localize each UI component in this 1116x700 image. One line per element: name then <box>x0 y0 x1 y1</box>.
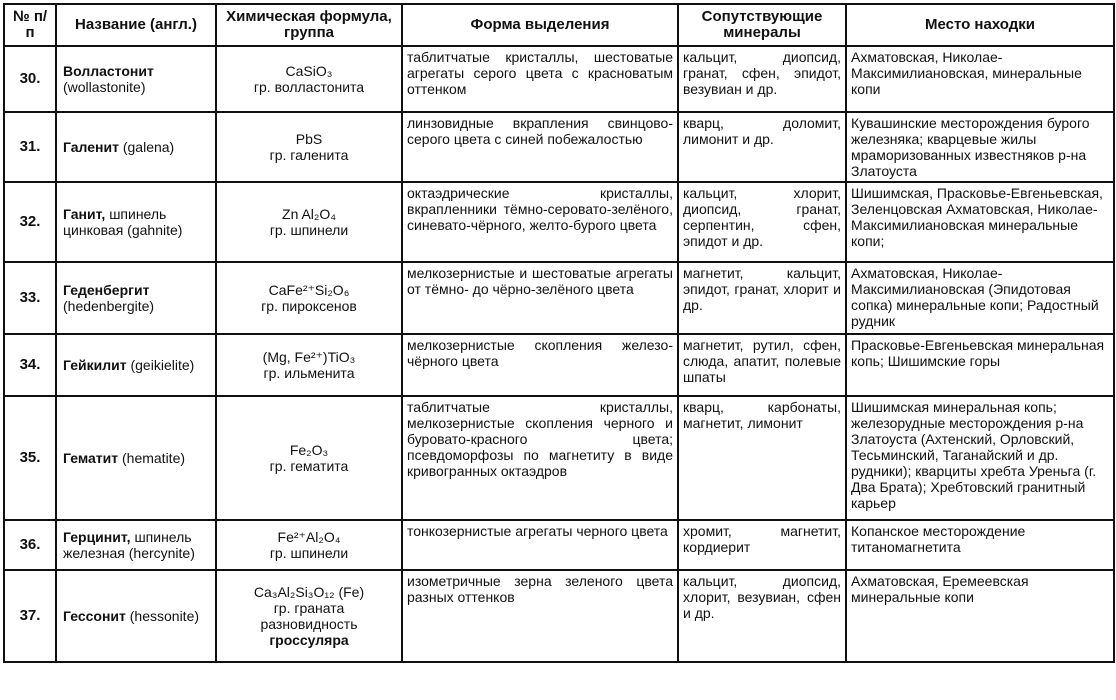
mineral-name-en: шпинель железная (hercynite) <box>63 529 195 561</box>
table-row <box>4 262 1114 334</box>
associated-minerals-cell: кальцит, диопсид, хлорит, везувиан, сфен и др. <box>678 570 846 662</box>
associated-minerals-cell: кальцит, хлорит, диопсид, гранат, серпентин, сфен, эпидот и др. <box>678 182 846 262</box>
table-row <box>4 520 1114 570</box>
form-cell: таблитчатые кристаллы, шестоватые агрегаты серого цвета с красноватым оттенком <box>402 46 678 112</box>
formula-cell <box>216 182 402 262</box>
mineral-group: гр. пироксенов <box>261 298 357 314</box>
header-form: Форма выделения <box>402 4 678 46</box>
table-header-row <box>4 4 1114 46</box>
table-row <box>4 182 1114 262</box>
header-formula: Химическая формула, группа <box>216 4 402 46</box>
chemical-formula: Fe₂O₃ <box>289 442 329 458</box>
mineral-name-ru: Геденбергит <box>63 282 150 298</box>
mineral-name-ru: Ганит, <box>63 206 106 222</box>
row-number: 33. <box>4 262 56 334</box>
table-row <box>4 570 1114 662</box>
form-cell: октаэдрические кристаллы, вкрапленники тёмно-серовато-зелёного, синевато-чёрного, желто-бурого цвета <box>402 182 678 262</box>
form-cell: тонкозернистые агрегаты черного цвета <box>402 520 678 570</box>
mineral-name-ru: Галенит <box>63 139 119 155</box>
associated-minerals-cell: кальцит, диопсид, гранат, сфен, эпидот, везувиан и др. <box>678 46 846 112</box>
chemical-formula: CaFe²⁺Si₂O₆ <box>268 282 350 298</box>
chemical-formula: Zn Al₂O₄ <box>282 206 336 222</box>
mineral-name-ru: Гематит <box>63 450 119 466</box>
row-number: 34. <box>4 334 56 396</box>
location-cell: Ахматовская, Еремеевская минеральные копи <box>846 570 1114 662</box>
location-cell: Шишимская минеральная копь; железорудные месторождения р-на Златоуста (Ахтенский, Орловский, Тесьминский, Таганайский и др. рудники); кварциты хребта Уреньга (г. Два Брата); Хребтовский гранитный карьер <box>846 396 1114 520</box>
form-cell: линзовидные вкрапления свинцово-серого цвета с синей побежалостью <box>402 112 678 182</box>
table-row <box>4 46 1114 112</box>
location-cell: Ахматовская, Николае-Максимилиановская, минеральные копи <box>846 46 1114 112</box>
mineral-group: гр. галенита <box>269 147 349 163</box>
row-number: 30. <box>4 46 56 112</box>
mineral-name-cell <box>56 112 216 182</box>
mineral-name-en: (wollastonite) <box>63 79 146 95</box>
associated-minerals-cell: кварц, карбонаты, магнетит, лимонит <box>678 396 846 520</box>
header-name: Название (англ.) <box>56 4 216 46</box>
header-num: № п/п <box>4 4 56 46</box>
mineral-variety <box>221 616 397 648</box>
chemical-formula: (Mg, Fe²⁺)TiO₃ <box>262 349 356 365</box>
associated-minerals-cell: хромит, магнетит, кордиерит <box>678 520 846 570</box>
table-row <box>4 112 1114 182</box>
mineral-name-cell <box>56 396 216 520</box>
formula-cell <box>216 396 402 520</box>
location-cell: Шишимская, Прасковье-Евгеньевская, Зеленцовская Ахматовская, Николае-Максимилиановская минеральные копи; <box>846 182 1114 262</box>
mineral-group: гр. гематита <box>269 458 349 474</box>
mineral-name-en: (geikielite) <box>130 357 195 373</box>
variety-label: разновидность <box>260 616 358 632</box>
associated-minerals-cell: магнетит, кальцит, эпидот, гранат, хлорит и др. <box>678 262 846 334</box>
mineral-group: гр. шпинели <box>269 545 349 561</box>
mineral-name-ru: Герцинит, <box>63 529 131 545</box>
location-cell: Прасковье-Евгеньевская минеральная копь; Шишимские горы <box>846 334 1114 396</box>
chemical-formula: CaSiO₃ <box>285 63 333 79</box>
formula-cell <box>216 112 402 182</box>
row-number: 36. <box>4 520 56 570</box>
mineral-name-en: (hedenbergite) <box>63 298 155 314</box>
mineral-group: гр. ильменита <box>263 365 355 381</box>
mineral-name-cell <box>56 570 216 662</box>
form-cell: изометричные зерна зеленого цвета разных оттенков <box>402 570 678 662</box>
formula-cell <box>216 334 402 396</box>
mineral-name-cell <box>56 520 216 570</box>
mineral-group: гр. шпинели <box>269 222 349 238</box>
header-place: Место находки <box>846 4 1114 46</box>
table-row <box>4 334 1114 396</box>
chemical-formula: PbS <box>295 131 323 147</box>
chemical-formula: Ca₃Al₂Si₃O₁₂ (Fe) <box>253 584 365 600</box>
row-number: 31. <box>4 112 56 182</box>
associated-minerals-cell: магнетит, рутил, сфен, слюда, апатит, полевые шпаты <box>678 334 846 396</box>
row-number: 35. <box>4 396 56 520</box>
form-cell: мелкозернистые скопления железо-чёрного цвета <box>402 334 678 396</box>
mineral-name-ru: Волластонит <box>63 63 154 79</box>
variety-name: гроссуляра <box>269 632 349 648</box>
row-number: 32. <box>4 182 56 262</box>
mineral-group: гр. граната <box>273 600 345 616</box>
minerals-table <box>3 3 1115 663</box>
formula-cell <box>216 262 402 334</box>
mineral-name-en: (hessonite) <box>129 608 200 624</box>
mineral-name-cell <box>56 262 216 334</box>
table-row <box>4 396 1114 520</box>
form-cell: таблитчатые кристаллы, мелкозернистые скопления черного и буровато-красного цвета; псевдоморфозы по магнетиту в виде кривогранных октаэдров <box>402 396 678 520</box>
header-assoc: Сопутствующие минералы <box>678 4 846 46</box>
formula-cell <box>216 570 402 662</box>
location-cell: Копанское месторождение титаномагнетита <box>846 520 1114 570</box>
mineral-name-ru: Гессонит <box>63 608 126 624</box>
formula-cell <box>216 46 402 112</box>
formula-cell <box>216 520 402 570</box>
associated-minerals-cell: кварц, доломит, лимонит и др. <box>678 112 846 182</box>
mineral-name-en: (hematite) <box>122 450 186 466</box>
mineral-name-ru: Гейкилит <box>63 357 127 373</box>
form-cell: мелкозернистые и шестоватые агрегаты от тёмно- до чёрно-зелёного цвета <box>402 262 678 334</box>
mineral-group: гр. волластонита <box>253 79 365 95</box>
mineral-name-en: шпинель цинковая (gahnite) <box>63 206 183 238</box>
mineral-name-cell <box>56 182 216 262</box>
location-cell: Кувашинские месторождения бурого железняка; кварцевые жилы мраморизованных известняков р-на Златоуста <box>846 112 1114 182</box>
location-cell: Ахматовская, Николае-Максимилиановская (Эпидотовая сопка) минеральные копи; Радостный рудник <box>846 262 1114 334</box>
mineral-name-cell <box>56 334 216 396</box>
mineral-name-cell <box>56 46 216 112</box>
mineral-name-en: (galena) <box>122 139 175 155</box>
row-number: 37. <box>4 570 56 662</box>
chemical-formula: Fe²⁺Al₂O₄ <box>277 529 341 545</box>
